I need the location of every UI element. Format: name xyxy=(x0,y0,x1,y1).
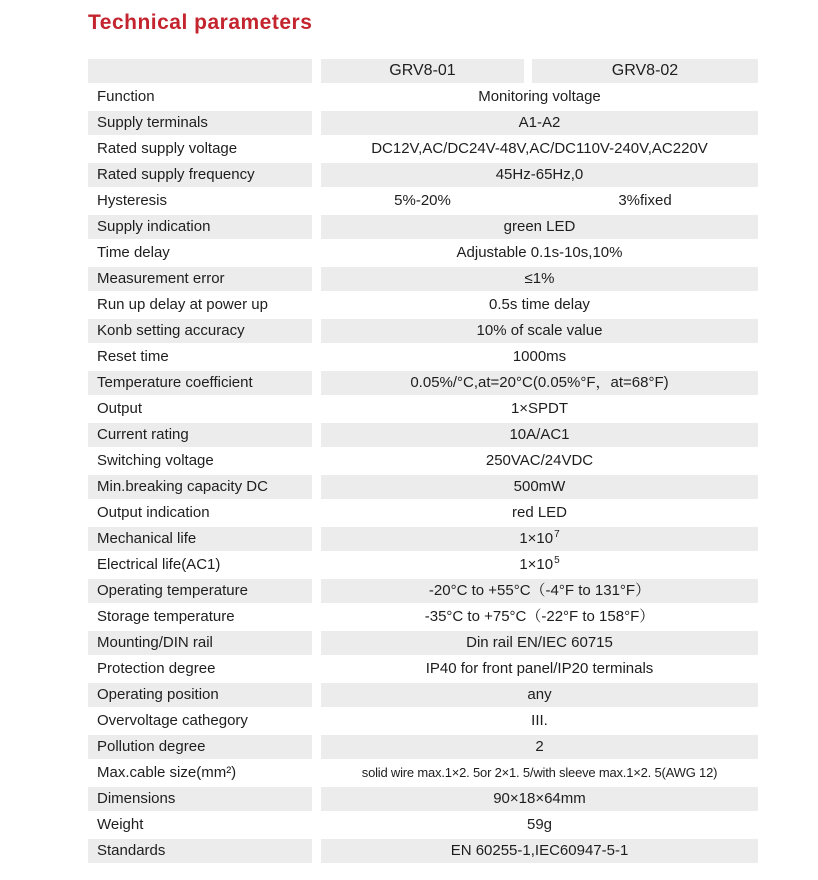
param-value-text: DC12V,AC/DC24V-48V,AC/DC110V-240V,AC220V xyxy=(371,140,708,157)
param-value xyxy=(321,319,758,343)
param-value xyxy=(321,371,758,395)
param-value xyxy=(321,449,758,473)
param-value xyxy=(321,761,758,785)
param-value xyxy=(321,553,758,577)
param-label-text: Mounting/DIN rail xyxy=(97,634,213,651)
param-label-text: Max.cable size(mm²) xyxy=(97,764,237,781)
param-label-text: Operating temperature xyxy=(97,582,248,599)
param-label-text: Standards xyxy=(97,842,166,859)
param-row xyxy=(88,761,758,785)
param-label xyxy=(88,553,312,577)
param-value xyxy=(321,137,758,161)
param-value-text: IP40 for front panel/IP20 terminals xyxy=(425,660,654,677)
param-value-text: ≤1% xyxy=(524,270,555,287)
column-header-grv8-01: GRV8-01 xyxy=(321,59,524,83)
param-row xyxy=(88,215,758,239)
param-label xyxy=(88,215,312,239)
param-value xyxy=(321,85,758,109)
param-label xyxy=(88,631,312,655)
param-value-text: -20°C to +55°C（-4°F to 131°F） xyxy=(428,582,651,599)
param-label-text: Hysteresis xyxy=(97,192,168,209)
param-value-text: 1000ms xyxy=(512,348,567,365)
param-row xyxy=(88,631,758,655)
param-label xyxy=(88,137,312,161)
param-label xyxy=(88,579,312,603)
param-label-text: Mechanical life xyxy=(97,530,197,547)
param-value xyxy=(321,423,758,447)
param-value-text: 2 xyxy=(535,738,544,755)
param-value-superscript: 5 xyxy=(554,555,560,566)
param-value-text: solid wire max.1×2. 5or 2×1. 5/with sleeve max.1×2. 5(AWG 12) xyxy=(361,765,718,780)
param-value xyxy=(321,709,758,733)
param-row xyxy=(88,293,758,317)
param-value xyxy=(321,267,758,291)
param-label xyxy=(88,163,312,187)
param-label-text: Rated supply voltage xyxy=(97,140,238,157)
param-value-text: III. xyxy=(531,712,548,729)
param-value-text: any xyxy=(527,686,552,703)
param-value xyxy=(321,735,758,759)
param-label-text: Measurement error xyxy=(97,270,225,287)
param-label xyxy=(88,449,312,473)
param-row xyxy=(88,163,758,187)
param-value-text: EN 60255-1,IEC60947-5-1 xyxy=(450,842,629,859)
table-header-row xyxy=(88,59,758,83)
param-label-text: Electrical life(AC1) xyxy=(97,556,221,573)
param-value xyxy=(321,293,758,317)
param-label xyxy=(88,735,312,759)
param-label-text: Reset time xyxy=(97,348,169,365)
param-row xyxy=(88,319,758,343)
param-label-text: Protection degree xyxy=(97,660,216,677)
param-label xyxy=(88,839,312,863)
param-label xyxy=(88,657,312,681)
param-value-text: 90×18×64mm xyxy=(493,790,586,807)
param-value xyxy=(321,631,758,655)
param-row xyxy=(88,735,758,759)
param-row xyxy=(88,423,758,447)
param-label xyxy=(88,345,312,369)
param-value xyxy=(321,605,758,629)
param-value xyxy=(321,501,758,525)
param-row xyxy=(88,85,758,109)
param-label xyxy=(88,787,312,811)
param-row xyxy=(88,475,758,499)
param-value xyxy=(321,241,758,265)
param-value-grv8-01: 5%-20% xyxy=(394,192,451,209)
param-value-text: 1×10 xyxy=(519,530,554,547)
param-label xyxy=(88,293,312,317)
param-row xyxy=(88,137,758,161)
param-row xyxy=(88,709,758,733)
param-label xyxy=(88,527,312,551)
param-value xyxy=(321,475,758,499)
param-label xyxy=(88,475,312,499)
param-value-text: Adjustable 0.1s-10s,10% xyxy=(456,244,623,261)
param-row xyxy=(88,449,758,473)
param-label-text: Min.breaking capacity DC xyxy=(97,478,268,495)
param-value-text: 59g xyxy=(526,816,553,833)
param-value xyxy=(321,111,758,135)
param-label-text: Function xyxy=(97,88,155,105)
param-row xyxy=(88,345,758,369)
param-label-text: Supply indication xyxy=(97,218,211,235)
param-label-text: Weight xyxy=(97,816,144,833)
param-value xyxy=(321,527,758,551)
param-label xyxy=(88,85,312,109)
param-value xyxy=(321,657,758,681)
param-label xyxy=(88,189,312,213)
param-label-text: Supply terminals xyxy=(97,114,208,131)
param-row xyxy=(88,553,758,577)
param-label xyxy=(88,761,312,785)
param-label-text: Output indication xyxy=(97,504,210,521)
param-label xyxy=(88,371,312,395)
param-value xyxy=(321,397,758,421)
param-value xyxy=(321,215,758,239)
param-label xyxy=(88,605,312,629)
param-label-text: Run up delay at power up xyxy=(97,296,268,313)
param-label-text: Temperature coefficient xyxy=(97,374,253,391)
param-label xyxy=(88,267,312,291)
param-row xyxy=(88,813,758,837)
param-label-text: Rated supply frequency xyxy=(97,166,255,183)
param-value-text: 250VAC/24VDC xyxy=(485,452,594,469)
param-value-text: 10A/AC1 xyxy=(509,426,570,443)
column-header-grv8-02: GRV8-02 xyxy=(532,59,758,83)
param-label xyxy=(88,319,312,343)
param-row xyxy=(88,657,758,681)
param-label xyxy=(88,397,312,421)
param-row xyxy=(88,787,758,811)
param-label xyxy=(88,111,312,135)
tech-params-table xyxy=(88,59,758,865)
param-label xyxy=(88,709,312,733)
param-value-text: 45Hz-65Hz,0 xyxy=(495,166,584,183)
param-row xyxy=(88,189,758,213)
corner-cell xyxy=(88,59,312,83)
param-row xyxy=(88,397,758,421)
param-label xyxy=(88,241,312,265)
param-label-text: Konb setting accuracy xyxy=(97,322,245,339)
param-value-text: 0.5s time delay xyxy=(489,296,590,313)
param-value-text: 500mW xyxy=(513,478,566,495)
param-row xyxy=(88,605,758,629)
param-label-text: Operating position xyxy=(97,686,219,703)
param-value xyxy=(321,683,758,707)
param-value-text: 10% of scale value xyxy=(476,322,603,339)
page-title: Technical parameters xyxy=(88,11,313,34)
param-value-text: -35°C to +75°C（-22°F to 158°F） xyxy=(424,608,655,625)
param-value-text: A1-A2 xyxy=(518,114,561,131)
param-value xyxy=(321,787,758,811)
param-label xyxy=(88,813,312,837)
param-value-text: 0.05%/°C,at=20°C(0.05%°F，at=68°F) xyxy=(410,374,669,391)
param-label-text: Switching voltage xyxy=(97,452,214,469)
param-value-text: red LED xyxy=(511,504,568,521)
param-label xyxy=(88,423,312,447)
param-row xyxy=(88,267,758,291)
param-value-text: green LED xyxy=(503,218,576,235)
param-value xyxy=(321,345,758,369)
param-value xyxy=(321,163,758,187)
param-label-text: Time delay xyxy=(97,244,170,261)
param-label-text: Pollution degree xyxy=(97,738,206,755)
param-value-text: Din rail EN/IEC 60715 xyxy=(466,634,613,651)
param-row xyxy=(88,579,758,603)
param-label-text: Storage temperature xyxy=(97,608,235,625)
param-label xyxy=(88,501,312,525)
param-value xyxy=(321,839,758,863)
param-value-grv8-02: 3%fixed xyxy=(618,192,672,209)
param-label xyxy=(88,683,312,707)
param-row xyxy=(88,371,758,395)
param-label-text: Overvoltage cathegory xyxy=(97,712,248,729)
param-value-superscript: 7 xyxy=(554,529,560,540)
param-row xyxy=(88,839,758,863)
param-value xyxy=(321,579,758,603)
param-value xyxy=(321,813,758,837)
param-label-text: Dimensions xyxy=(97,790,176,807)
param-value-text: 1×SPDT xyxy=(510,400,569,417)
param-value-text: Monitoring voltage xyxy=(478,88,601,105)
param-label-text: Output xyxy=(97,400,143,417)
param-value-text: 1×10 xyxy=(519,556,554,573)
param-row xyxy=(88,501,758,525)
param-row xyxy=(88,241,758,265)
param-label-text: Current rating xyxy=(97,426,189,443)
param-row xyxy=(88,527,758,551)
param-row xyxy=(88,111,758,135)
param-row xyxy=(88,683,758,707)
